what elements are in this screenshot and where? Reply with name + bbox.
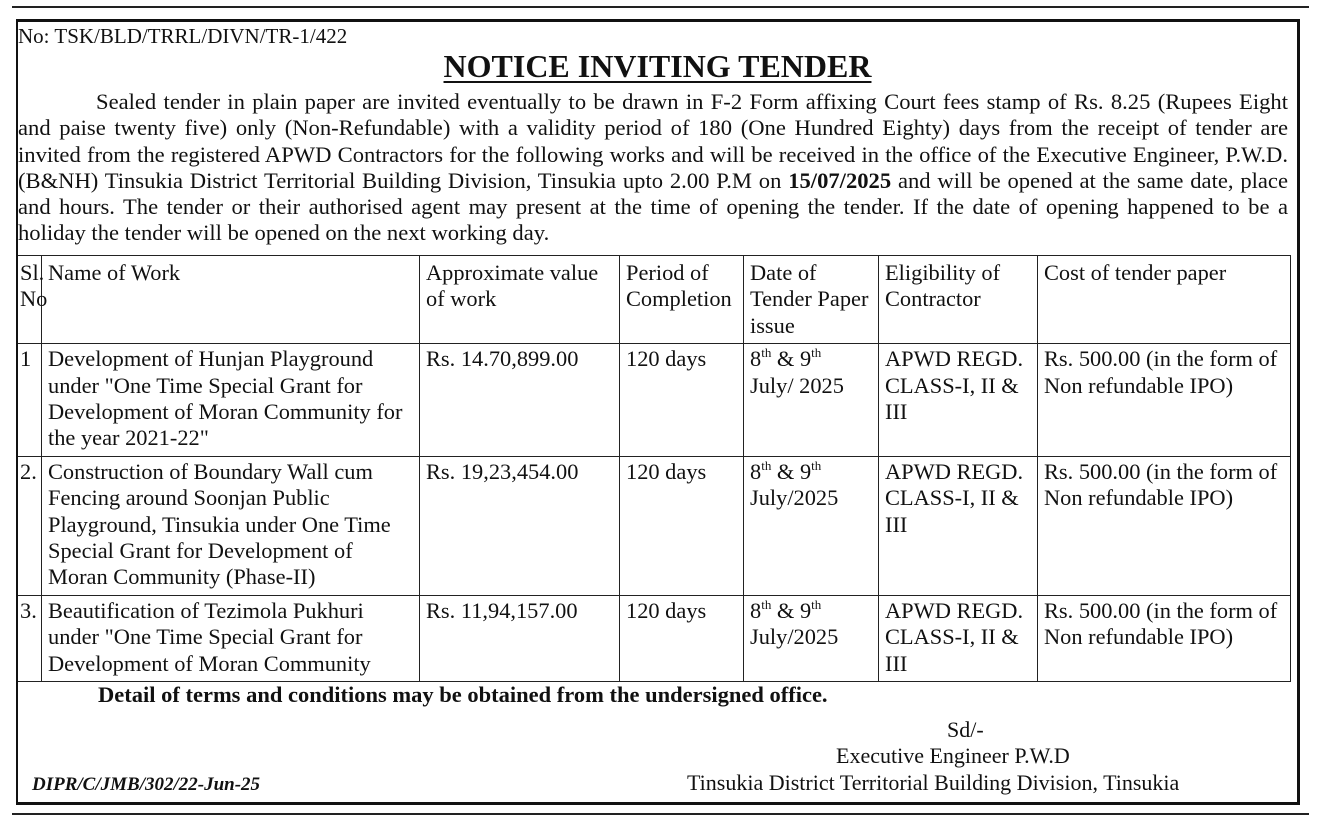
date-day-1: 8 <box>750 597 762 623</box>
date-suffix-1: th <box>761 457 772 473</box>
cell-work: Development of Hunjan Playground under "One Time Special Grant for Development of Moran Community for the year 2021-22" <box>42 344 420 457</box>
date-day-1: 8 <box>750 458 762 484</box>
date-month-year: July/ 2025 <box>750 372 844 398</box>
signatory-office: Tinsukia District Territorial Building Division, Tinsukia <box>687 770 1180 795</box>
date-suffix-1: th <box>761 345 772 361</box>
header-sl-no: Sl. No <box>16 256 42 344</box>
date-month-year: July/2025 <box>750 485 839 511</box>
opening-date: 15/07/2025 <box>788 167 892 193</box>
date-suffix-2: th <box>811 596 822 612</box>
header-eligibility: Eligibility of Contractor <box>879 256 1038 344</box>
cell-eligibility: APWD REGD. CLASS-I, II & III <box>879 595 1038 681</box>
date-day-2: 9 <box>799 346 812 372</box>
bottom-rule <box>12 813 1309 815</box>
table-row <box>16 456 1291 595</box>
date-amp: & <box>771 346 800 372</box>
date-day-1: 8 <box>750 346 762 372</box>
table-header-row <box>16 256 1291 344</box>
cell-completion: 120 days <box>620 344 744 457</box>
table-row <box>16 595 1291 681</box>
notice-title <box>18 48 1297 84</box>
reference-number: No: TSK/BLD/TRRL/DIVN/TR-1/422 <box>18 24 348 48</box>
date-month-year: July/2025 <box>750 624 839 650</box>
signature-sd: Sd/- <box>947 717 984 742</box>
header-cost: Cost of tender paper <box>1038 256 1291 344</box>
date-amp: & <box>771 597 800 623</box>
date-suffix-1: th <box>761 596 772 612</box>
cell-date <box>744 456 879 595</box>
cell-date <box>744 344 879 457</box>
cell-work: Beautification of Tezimola Pukhuri under "One Time Special Grant for Development of Moran Community <box>42 595 420 681</box>
cell-eligibility: APWD REGD. CLASS-I, II & III <box>879 456 1038 595</box>
cell-sl: 1 <box>16 344 42 457</box>
header-date-of-issue: Date of Tender Paper issue <box>744 256 879 344</box>
cell-eligibility: APWD REGD. CLASS-I, II & III <box>879 344 1038 457</box>
terms-note: Detail of terms and conditions may be obtained from the undersigned office. <box>98 682 828 707</box>
date-amp: & <box>771 458 800 484</box>
tender-notice <box>16 19 1300 805</box>
cell-date <box>744 595 879 681</box>
signatory-designation: Executive Engineer P.W.D <box>836 743 1070 768</box>
cell-value: Rs. 14.70,899.00 <box>420 344 620 457</box>
cell-completion: 120 days <box>620 456 744 595</box>
date-day-2: 9 <box>799 458 812 484</box>
header-approx-value: Approximate value of work <box>420 256 620 344</box>
cell-value: Rs. 11,94,157.00 <box>420 595 620 681</box>
header-name-of-work: Name of Work <box>42 256 420 344</box>
notice-title-text: NOTICE INVITING TENDER <box>443 48 872 84</box>
cell-cost: Rs. 500.00 (in the form of Non refundable IPO) <box>1038 456 1291 595</box>
header-period-of-completion: Period of Completion <box>620 256 744 344</box>
cell-work: Construction of Boundary Wall cum Fencing around Soonjan Public Playground, Tinsukia under One Time Special Grant for Development of Moran Community (Phase-II) <box>42 456 420 595</box>
notice-body <box>18 89 1288 247</box>
works-table <box>16 255 1291 682</box>
cell-value: Rs. 19,23,454.00 <box>420 456 620 595</box>
body-part-2: and will be opened at the same date, place and hours. The tender or their authorised agent may present at the time of opening the tender. If the date of opening happened to be a holiday the tender will be opened on the next working day. <box>18 167 1288 246</box>
cell-completion: 120 days <box>620 595 744 681</box>
date-day-2: 9 <box>799 597 812 623</box>
body-part-1: Sealed tender in plain paper are invited eventually to be drawn in F-2 Form affixing Court fees stamp of Rs. 8.25 (Rupees Eight and paise twenty five) only (Non-Refundable) with a validity period of 180 (One Hundred Eighty) days from the receipt of tender are invited from the registered APWD Contractors for the following works and will be received in the office of the Executive Engineer, P.W.D. (B&NH) Tinsukia District Territorial Building Division, Tinsukia upto 2.00 P.M on <box>18 89 1288 193</box>
top-rule <box>12 6 1309 8</box>
dipr-code: DIPR/C/JMB/302/22-Jun-25 <box>32 774 261 795</box>
date-suffix-2: th <box>811 345 822 361</box>
cell-cost: Rs. 500.00 (in the form of Non refundable IPO) <box>1038 595 1291 681</box>
date-suffix-2: th <box>811 457 822 473</box>
cell-sl: 3. <box>16 595 42 681</box>
table-row <box>16 344 1291 457</box>
cell-sl: 2. <box>16 456 42 595</box>
cell-cost: Rs. 500.00 (in the form of Non refundable IPO) <box>1038 344 1291 457</box>
